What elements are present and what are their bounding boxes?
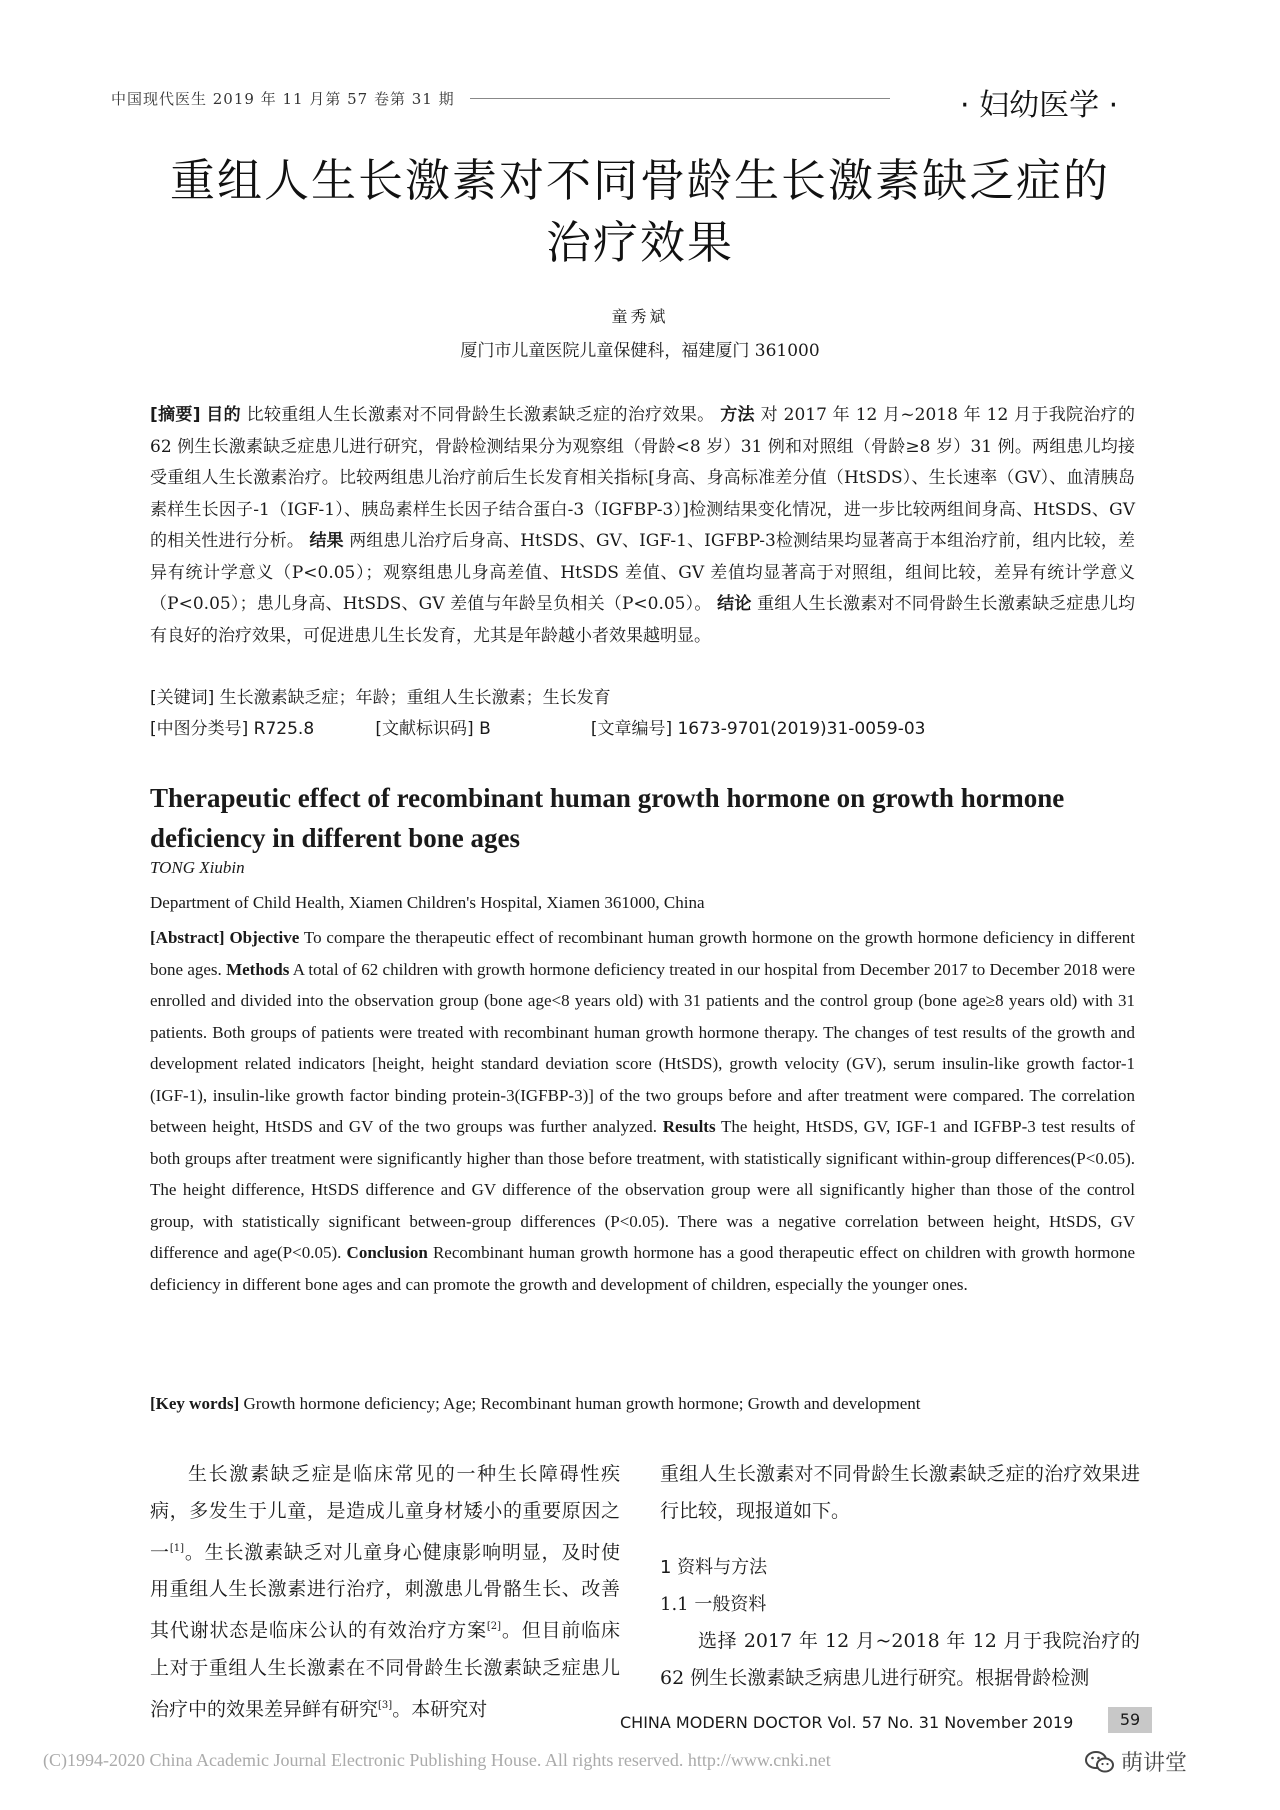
- english-author: TONG Xiubin: [150, 858, 245, 877]
- english-abstract: [150, 922, 1135, 1300]
- article-number: [文章编号] 1673-9701(2019)31-0059-03: [590, 719, 926, 739]
- right-para-1: 重组人生长激素对不同骨龄生长激素缺乏症的治疗效果进行比较，现报道如下。: [660, 1463, 1140, 1522]
- chinese-title: [120, 150, 1160, 274]
- keywords-label: [关键词]: [150, 688, 215, 708]
- watermark-text: 萌讲堂: [1121, 1751, 1188, 1776]
- footer-journal: CHINA MODERN DOCTOR Vol. 57 No. 31 November 2019: [620, 1713, 1074, 1732]
- citation-3: [3]: [378, 1699, 393, 1711]
- conclusion-text: 重组人生长激素对不同骨龄生长激素缺乏症患儿均有良好的治疗效果，可促进患儿生长发育，尤其是年龄越小者效果越明显。: [150, 594, 1136, 646]
- chinese-keywords: [150, 683, 1135, 708]
- en-results-label: Results: [662, 1117, 716, 1136]
- left-para-part-4: 。本研究对: [392, 1697, 488, 1720]
- clc-number: [中图分类号] R725.8: [150, 719, 315, 739]
- chinese-affiliation: 厦门市儿童医院儿童保健科，福建厦门 361000: [460, 341, 820, 361]
- citation-1: [1]: [169, 1543, 184, 1554]
- methods-label: 方法: [720, 405, 755, 425]
- section-heading-1-1: 1.1 一般资料: [660, 1594, 767, 1615]
- methods-text: 对 2017 年 12 月~2018 年 12 月于我院治疗的 62 例生长激素缺乏症患儿进行研究，骨龄检测结果分为观察组（骨龄<8 岁）31 例和对照组（骨龄≥8 岁）31 例。两组患儿均接受重组人生长激素治疗。比较两组患儿治疗前后生长发育相关指标[身高、身高标准差分值（HtSDS）、生长速率（GV）、血清胰岛素样生长因子-1（IGF-1）、胰岛素样生长因子结合蛋白-3（IGFBP-3）]检测结果变化情况，进一步比较两组间身高、HtSDS、GV 的相关性进行分析。: [150, 405, 1136, 551]
- citation-2: [2]: [486, 1621, 502, 1633]
- header-rule: [470, 98, 890, 99]
- chinese-author: 童秀斌: [611, 307, 669, 326]
- english-keywords: [150, 1394, 1135, 1414]
- left-para-part-3: 。但目前临床上对于重组人生长激素在不同骨龄生长激素缺乏症患儿治疗中的效果差异鲜有研究: [150, 1619, 620, 1720]
- en-abstract-label: [Abstract]: [150, 928, 225, 947]
- english-title: Therapeutic effect of recombinant human growth hormone on growth hormone deficiency in different bone ages: [150, 783, 1065, 853]
- conclusion-label: 结论: [717, 594, 752, 614]
- wechat-watermark: [1085, 1746, 1187, 1777]
- journal-issue-line: 中国现代医生 2019 年 11 月第 57 卷第 31 期: [111, 90, 455, 108]
- document-code: [文献标识码] B: [375, 719, 491, 739]
- classification-row: [150, 714, 1135, 739]
- results-text: 两组患儿治疗后身高、HtSDS、GV、IGF-1、IGFBP-3检测结果均显著高于本组治疗前，组内比较，差异有统计学意义（P<0.05）；观察组患儿身高差值、HtSDS 差值、GV 差值均显著高于对照组，组间比较，差异有统计学意义（P<0.05）；患儿身高、HtSDS、GV 差值与年龄呈负相关（P<0.05）。: [150, 531, 1136, 614]
- results-label: 结果: [309, 531, 344, 551]
- en-methods-text: A total of 62 children with growth hormone deficiency treated in our hospital from December 2017 to December 2018 were enrolled and divided into the observation group (bone age<8 years old) with 31 patients and the control group (bone age≥8 years old) with 31 patients. Both groups of patients were treated with recombinant human growth hormone therapy. The changes of test results of the growth and development related indicators [height, height standard deviation score (HtSDS), growth velocity (GV), serum insulin-like growth factor-1 (IGF-1), insulin-like growth factor binding protein-3(IGFBP-3)] of the two groups before and after treatment were compared. The correlation between height, HtSDS and GV of the two groups was further analyzed.: [150, 959, 1135, 1136]
- en-objective-text: To compare the therapeutic effect of recombinant human growth hormone on the growth hormone deficiency in different bone ages.: [150, 928, 1136, 979]
- left-para-part-2: 。生长激素缺乏对儿童身心健康影响明显，及时使用重组人生长激素进行治疗，刺激患儿骨骼生长、改善其代谢状态是临床公认的有效治疗方案: [150, 1541, 620, 1642]
- section-heading-1: 1 资料与方法: [660, 1557, 768, 1578]
- page-number: 59: [1108, 1707, 1152, 1733]
- chinese-title-line-2: 治疗效果: [545, 216, 734, 269]
- en-results-text: The height, HtSDS, GV, IGF-1 and IGFBP-3 test results of both groups after treatment were significantly higher than those before treatment, with statistically significant within-group differences(P<0.05). The height difference, HtSDS difference and GV difference of the observation group were all significantly higher than those of the control group, with statistically significant between-group differences (P<0.05). There was a negative correlation between height, HtSDS, GV difference and age(P<0.05).: [150, 1117, 1135, 1262]
- objective-label: 目的: [206, 405, 241, 425]
- english-affiliation: Department of Child Health, Xiamen Children's Hospital, Xiamen 361000, China: [150, 893, 705, 912]
- en-keywords-text: Growth hormone deficiency; Age; Recombinant human growth hormone; Growth and development: [243, 1394, 921, 1413]
- copyright-notice: (C)1994-2020 China Academic Journal Electronic Publishing House. All rights reserved. http://www.cnki.net: [43, 1750, 831, 1770]
- right-para-2: 选择 2017 年 12 月~2018 年 12 月于我院治疗的 62 例生长激素缺乏病患儿进行研究。根据骨龄检测: [660, 1630, 1140, 1689]
- abstract-label: [摘要]: [150, 405, 201, 425]
- en-keywords-label: [Key words]: [150, 1394, 240, 1413]
- body-left-column: [150, 1456, 620, 1728]
- en-methods-label: Methods: [226, 959, 290, 979]
- chinese-abstract: [150, 400, 1135, 652]
- objective-text: 比较重组人生长激素对不同骨龄生长激素缺乏症的治疗效果。: [246, 405, 715, 425]
- keywords-text: 生长激素缺乏症；年龄；重组人生长激素；生长发育: [219, 688, 611, 708]
- en-conclusion-label: Conclusion: [346, 1243, 428, 1262]
- section-tag: · 妇幼医学 ·: [960, 88, 1119, 123]
- wechat-icon: [1085, 1750, 1115, 1774]
- en-conclusion-text: Recombinant human growth hormone has a good therapeutic effect on children with growth hormone deficiency in different bone ages and can promote the growth and development of children, especially the younger ones.: [150, 1243, 1136, 1294]
- body-right-column: [660, 1456, 1140, 1697]
- left-para-part-1: 生长激素缺乏症是临床常见的一种生长障碍性疾病，多发生于儿童，是造成儿童身材矮小的重要原因之一: [150, 1463, 620, 1564]
- en-objective-label: Objective: [229, 928, 300, 947]
- chinese-title-line-1: 重组人生长激素对不同骨龄生长激素缺乏症的: [169, 154, 1110, 207]
